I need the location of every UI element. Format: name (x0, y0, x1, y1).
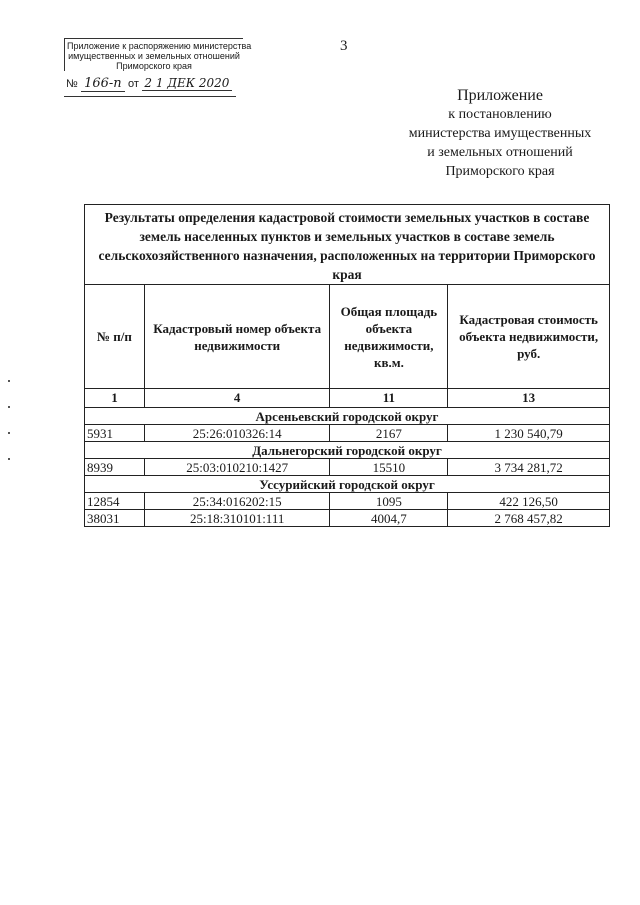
table-row (85, 459, 610, 476)
cell-cadastral-number: 25:03:010210:1427 (144, 459, 330, 476)
stamp-line: Приморского края (116, 61, 192, 71)
district-row (85, 442, 610, 459)
column-number: 1 (85, 389, 145, 408)
header-row-number: № п/п (85, 285, 145, 389)
page-number: 3 (340, 38, 348, 54)
cell-cadastral-number: 25:18:310101:111 (144, 510, 330, 527)
header-area: Общая площадь объекта недвижимости, кв.м. (330, 285, 448, 389)
margin-dot (8, 380, 10, 382)
cell-cadastral-value: 1 230 540,79 (448, 425, 610, 442)
results-table (84, 204, 610, 527)
stamp-line: имущественных и земельных отношений (68, 51, 240, 61)
cell-area: 15510 (330, 459, 448, 476)
table-row (85, 425, 610, 442)
approval-stamp (64, 38, 252, 71)
table-row (85, 493, 610, 510)
cell-row-number: 38031 (85, 510, 145, 527)
appendix-line: к постановлению (448, 107, 552, 122)
table-title: Результаты определения кадастровой стоимости земельных участков в составе земель населенных пунктов и земельных участков в составе земель сельскохозяйственного назначения, расположенных на территории Приморского края (85, 205, 610, 285)
cell-row-number: 12854 (85, 493, 145, 510)
appendix-line: и земельных отношений (427, 145, 573, 160)
column-number: 4 (144, 389, 330, 408)
margin-dot (8, 458, 10, 460)
cell-row-number: 8939 (85, 459, 145, 476)
column-number-row (85, 389, 610, 408)
cell-cadastral-value: 3 734 281,72 (448, 459, 610, 476)
appendix-block (380, 86, 620, 181)
cell-area: 1095 (330, 493, 448, 510)
cell-cadastral-value: 422 126,50 (448, 493, 610, 510)
district-row (85, 476, 610, 493)
district-name: Дальнегорский городской округ (85, 442, 610, 459)
stamp-line: Приложение к распоряжению министерства (67, 41, 252, 51)
column-number: 11 (330, 389, 448, 408)
cell-cadastral-number: 25:34:016202:15 (144, 493, 330, 510)
header-cadastral-number: Кадастровый номер объекта недвижимости (144, 285, 330, 389)
header-cadastral-value: Кадастровая стоимость объекта недвижимости, руб. (448, 285, 610, 389)
margin-dot (8, 432, 10, 434)
stamp-number-row (66, 76, 232, 92)
cell-area: 2167 (330, 425, 448, 442)
appendix-title: Приложение (457, 87, 543, 104)
cell-cadastral-value: 2 768 457,82 (448, 510, 610, 527)
stamp-number-value: 166-п (81, 76, 125, 92)
appendix-line: министерства имущественных (408, 126, 592, 141)
stamp-number-prefix: № (66, 78, 78, 90)
stamp-date-value: 2 1 ДЕК 2020 (142, 76, 232, 91)
district-name: Уссурийский городской округ (85, 476, 610, 493)
cell-cadastral-number: 25:26:010326:14 (144, 425, 330, 442)
table-row (85, 510, 610, 527)
cell-row-number: 5931 (85, 425, 145, 442)
stamp-underline (64, 96, 236, 97)
column-number: 13 (448, 389, 610, 408)
cell-area: 4004,7 (330, 510, 448, 527)
results-table-wrap (84, 204, 610, 527)
margin-marks (8, 380, 12, 484)
district-row (85, 408, 610, 425)
stamp-date-prefix: от (127, 78, 139, 90)
district-name: Арсеньевский городской округ (85, 408, 610, 425)
margin-dot (8, 406, 10, 408)
appendix-line: Приморского края (445, 164, 555, 179)
